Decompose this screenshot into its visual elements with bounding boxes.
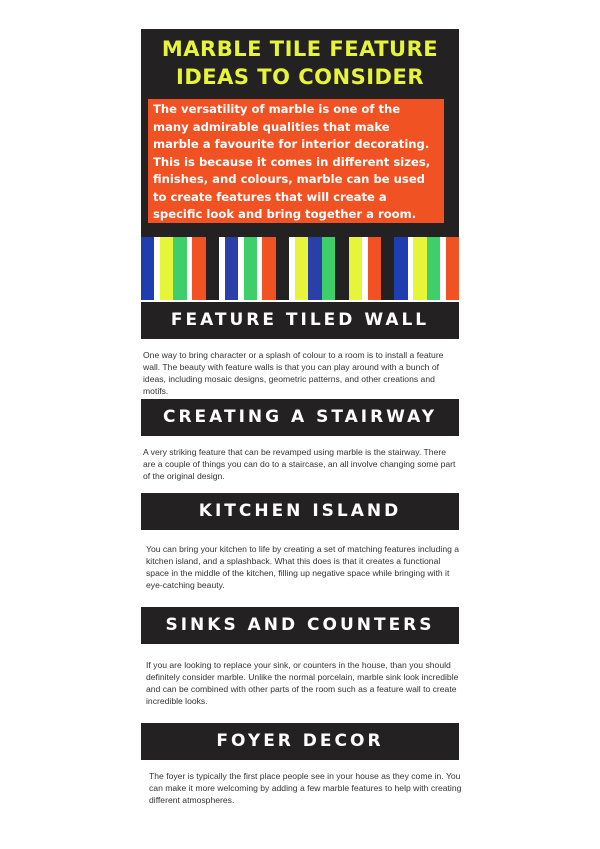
page-title [141,35,459,91]
color-stripe [173,237,186,300]
color-stripe [368,237,381,300]
heading-kitchen-island: KITCHEN ISLAND [141,493,459,530]
color-stripe [262,237,275,300]
color-stripe [394,237,407,300]
hero-panel [141,29,459,300]
paragraph-sinks-and-counters: If you are looking to replace your sink, or counters in the house, than you should definitely consider marble. Unlike the normal porcelain, marble sink look incredible and can be combined with other parts of the room such as a feature wall to create incredible looks. [146,660,459,706]
heading-feature-tiled-wall: FEATURE TILED WALL [141,302,459,339]
color-stripe [446,237,459,300]
color-stripes [141,237,459,300]
heading-creating-a-stairway: CREATING A STAIRWAY [141,399,459,436]
color-stripe [276,237,289,300]
color-stripe [192,237,205,300]
color-stripe [335,237,348,300]
color-stripe [381,237,394,300]
heading-foyer-decor: FOYER DECOR [141,723,459,760]
paragraph-foyer-decor: The foyer is typically the first place people see in your house as they come in. You can make it more welcoming by adding a few marble features to help with creating different atmospheres. [149,771,462,805]
color-stripe [308,237,321,300]
color-stripe [141,237,154,300]
color-stripe [427,237,440,300]
color-stripe [225,237,238,300]
intro-text: The versatility of marble is one of the many admirable qualities that make marble a favourite for interior decorating. This is because it comes in different sizes, finishes, and colours, marble can be used to create features that will create a specific look and bring together a room. [153,102,431,221]
color-stripe [160,237,173,300]
color-stripe [244,237,257,300]
paragraph-creating-a-stairway: A very striking feature that can be revamped using marble is the stairway. There are a couple of things you can do to a staircase, an all involve changing some part of the original design. [143,447,456,481]
color-stripe [322,237,335,300]
paragraph-feature-tiled-wall: One way to bring character or a splash of colour to a room is to install a feature wall. The beauty with feature walls is that you can play around with a bunch of ideas, including mosaic designs, geometric patterns, and other creations and motifs. [143,350,444,396]
intro-box [148,99,444,223]
title-line-2: IDEAS TO CONSIDER [176,65,424,89]
heading-sinks-and-counters: SINKS AND COUNTERS [141,607,459,644]
color-stripe [206,237,219,300]
paragraph-kitchen-island: You can bring your kitchen to life by creating a set of matching features including a kitchen island, and a splashback. What this does is that it creates a functional space in the middle of the kitchen, filling up negative space while bringing with it eye-catching beauty. [146,544,460,590]
color-stripe [295,237,308,300]
color-stripe [413,237,426,300]
title-line-1: MARBLE TILE FEATURE [161,37,439,61]
color-stripe [349,237,362,300]
